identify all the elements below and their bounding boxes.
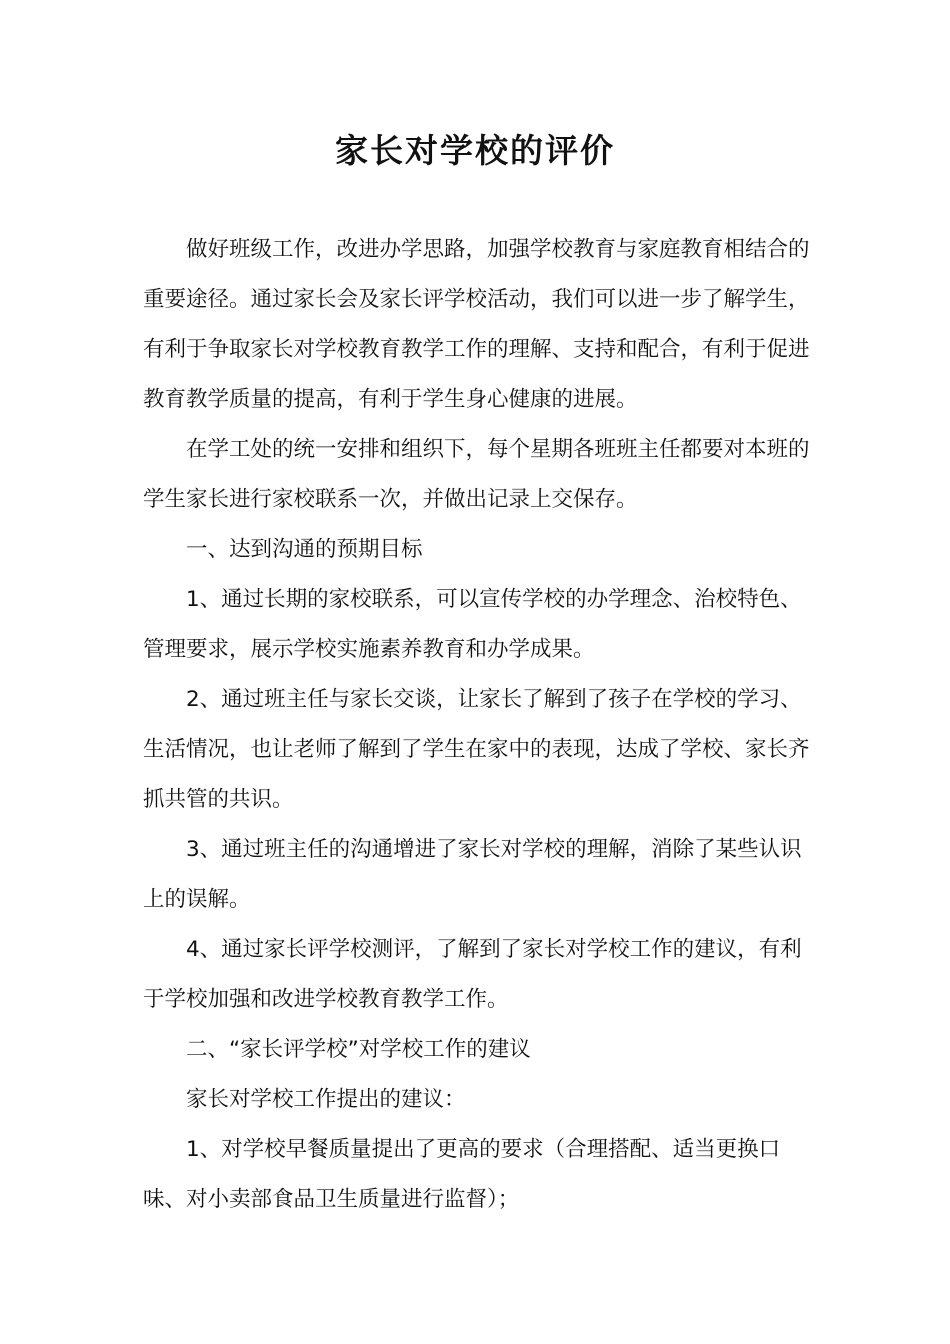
paragraph-intro: 做好班级工作，改进办学思路，加强学校教育与家庭教育相结合的重要途径。通过家长会及家长评学校活动，我们可以进一步了解学生，有利于争取家长对学校教育教学工作的理解、支持和配合，有利于促进教育教学质量的提高，有利于学生身心健康的进展。 bbox=[143, 237, 810, 412]
document-body bbox=[143, 225, 819, 1225]
section-heading-1: 一、达到沟通的预期目标 bbox=[186, 537, 423, 562]
suggestions-intro: 家长对学校工作提出的建议： bbox=[186, 1087, 466, 1112]
list-item-4: 4、通过家长评学校测评，了解到了家长对学校工作的建议，有利于学校加强和改进学校教育教学工作。 bbox=[143, 937, 802, 1012]
paragraph-arrangement: 在学工处的统一安排和组织下，每个星期各班班主任都要对本班的学生家长进行家校联系一次，并做出记录上交保存。 bbox=[143, 437, 810, 512]
suggestion-item-1: 1、对学校早餐质量提出了更高的要求（合理搭配、适当更换口味、对小卖部食品卫生质量进行监督）； bbox=[143, 1137, 781, 1212]
section-heading-2: 二、“家长评学校”对学校工作的建议 bbox=[186, 1037, 531, 1062]
document-title: 家长对学校的评价 bbox=[335, 131, 615, 170]
list-item-3: 3、通过班主任的沟通增进了家长对学校的理解，消除了某些认识上的误解。 bbox=[143, 837, 802, 912]
list-item-2: 2、通过班主任与家长交谈，让家长了解到了孩子在学校的学习、生活情况，也让老师了解到了学生在家中的表现，达成了学校、家长齐抓共管的共识。 bbox=[143, 687, 810, 812]
list-item-1: 1、通过长期的家校联系，可以宣传学校的办学理念、治校特色、管理要求，展示学校实施素养教育和办学成果。 bbox=[143, 587, 802, 662]
